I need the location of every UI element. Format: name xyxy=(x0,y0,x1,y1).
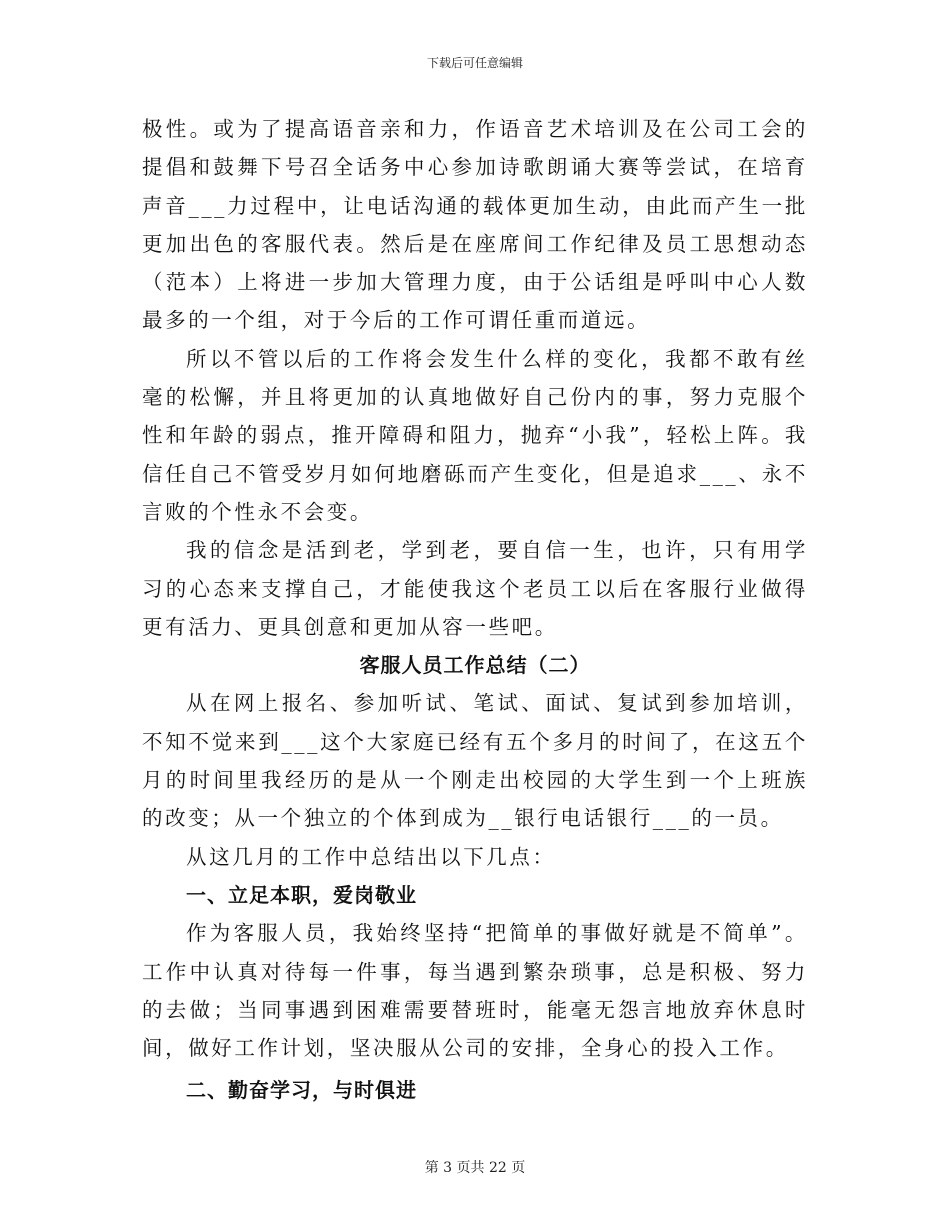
document-body xyxy=(142,110,808,1110)
paragraph-6: 作为客服人员，我始终坚持“把简单的事做好就是不简单”。工作中认真对待每一件事，每当遇到繁杂琐事，总是积极、努力的去做；当同事遇到困难需要替班时，能毫无怨言地放弃休息时间，做好工作计划，坚决服从公司的安排，全身心的投入工作。 xyxy=(142,921,808,1061)
page-footer: 第 3 页共 22 页 xyxy=(424,1160,526,1176)
subheading-2: 二、勤奋学习，与时俱进 xyxy=(186,1078,417,1103)
subheading-1: 一、立足本职，爱岗敬业 xyxy=(186,882,417,907)
paragraph-2: 所以不管以后的工作将会发生什么样的变化，我都不敢有丝毫的松懈，并且将更加的认真地做好自己份内的事，努力克服个性和年龄的弱点，推开障碍和阻力，抛弃“小我”，轻松上阵。我信任自己不管受岁月如何地磨砾而产生变化，但是追求___、永不言败的个性永不会变。 xyxy=(142,346,808,524)
paragraph-3: 我的信念是活到老，学到老，要自信一生，也许，只有用学习的心态来支撑自己，才能使我这个老员工以后在客服行业做得更有活力、更具创意和更加从容一些吧。 xyxy=(142,538,808,639)
section-title: 客服人员工作总结（二） xyxy=(359,653,591,678)
paragraph-1: 极性。或为了提高语音亲和力，作语音艺术培训及在公司工会的提倡和鼓舞下号召全话务中心参加诗歌朗诵大赛等尝试，在培育声音___力过程中，让电话沟通的载体更加生动，由此而产生一批更加出色的客服代表。然后是在座席间工作纪律及员工思想动态（范本）上将进一步加大管理力度，由于公话组是呼叫中心人数最多的一个组，对于今后的工作可谓任重而道远。 xyxy=(142,117,808,333)
page-header: 下载后可任意编辑 xyxy=(426,56,523,70)
paragraph-4: 从在网上报名、参加听试、笔试、面试、复试到参加培训，不知不觉来到___这个大家庭已经有五个多月的时间了，在这五个月的时间里我经历的是从一个刚走出校园的大学生到一个上班族的改变；从一个独立的个体到成为__银行电话银行___的一员。 xyxy=(142,691,808,831)
paragraph-5: 从这几月的工作中总结出以下几点： xyxy=(186,844,556,869)
